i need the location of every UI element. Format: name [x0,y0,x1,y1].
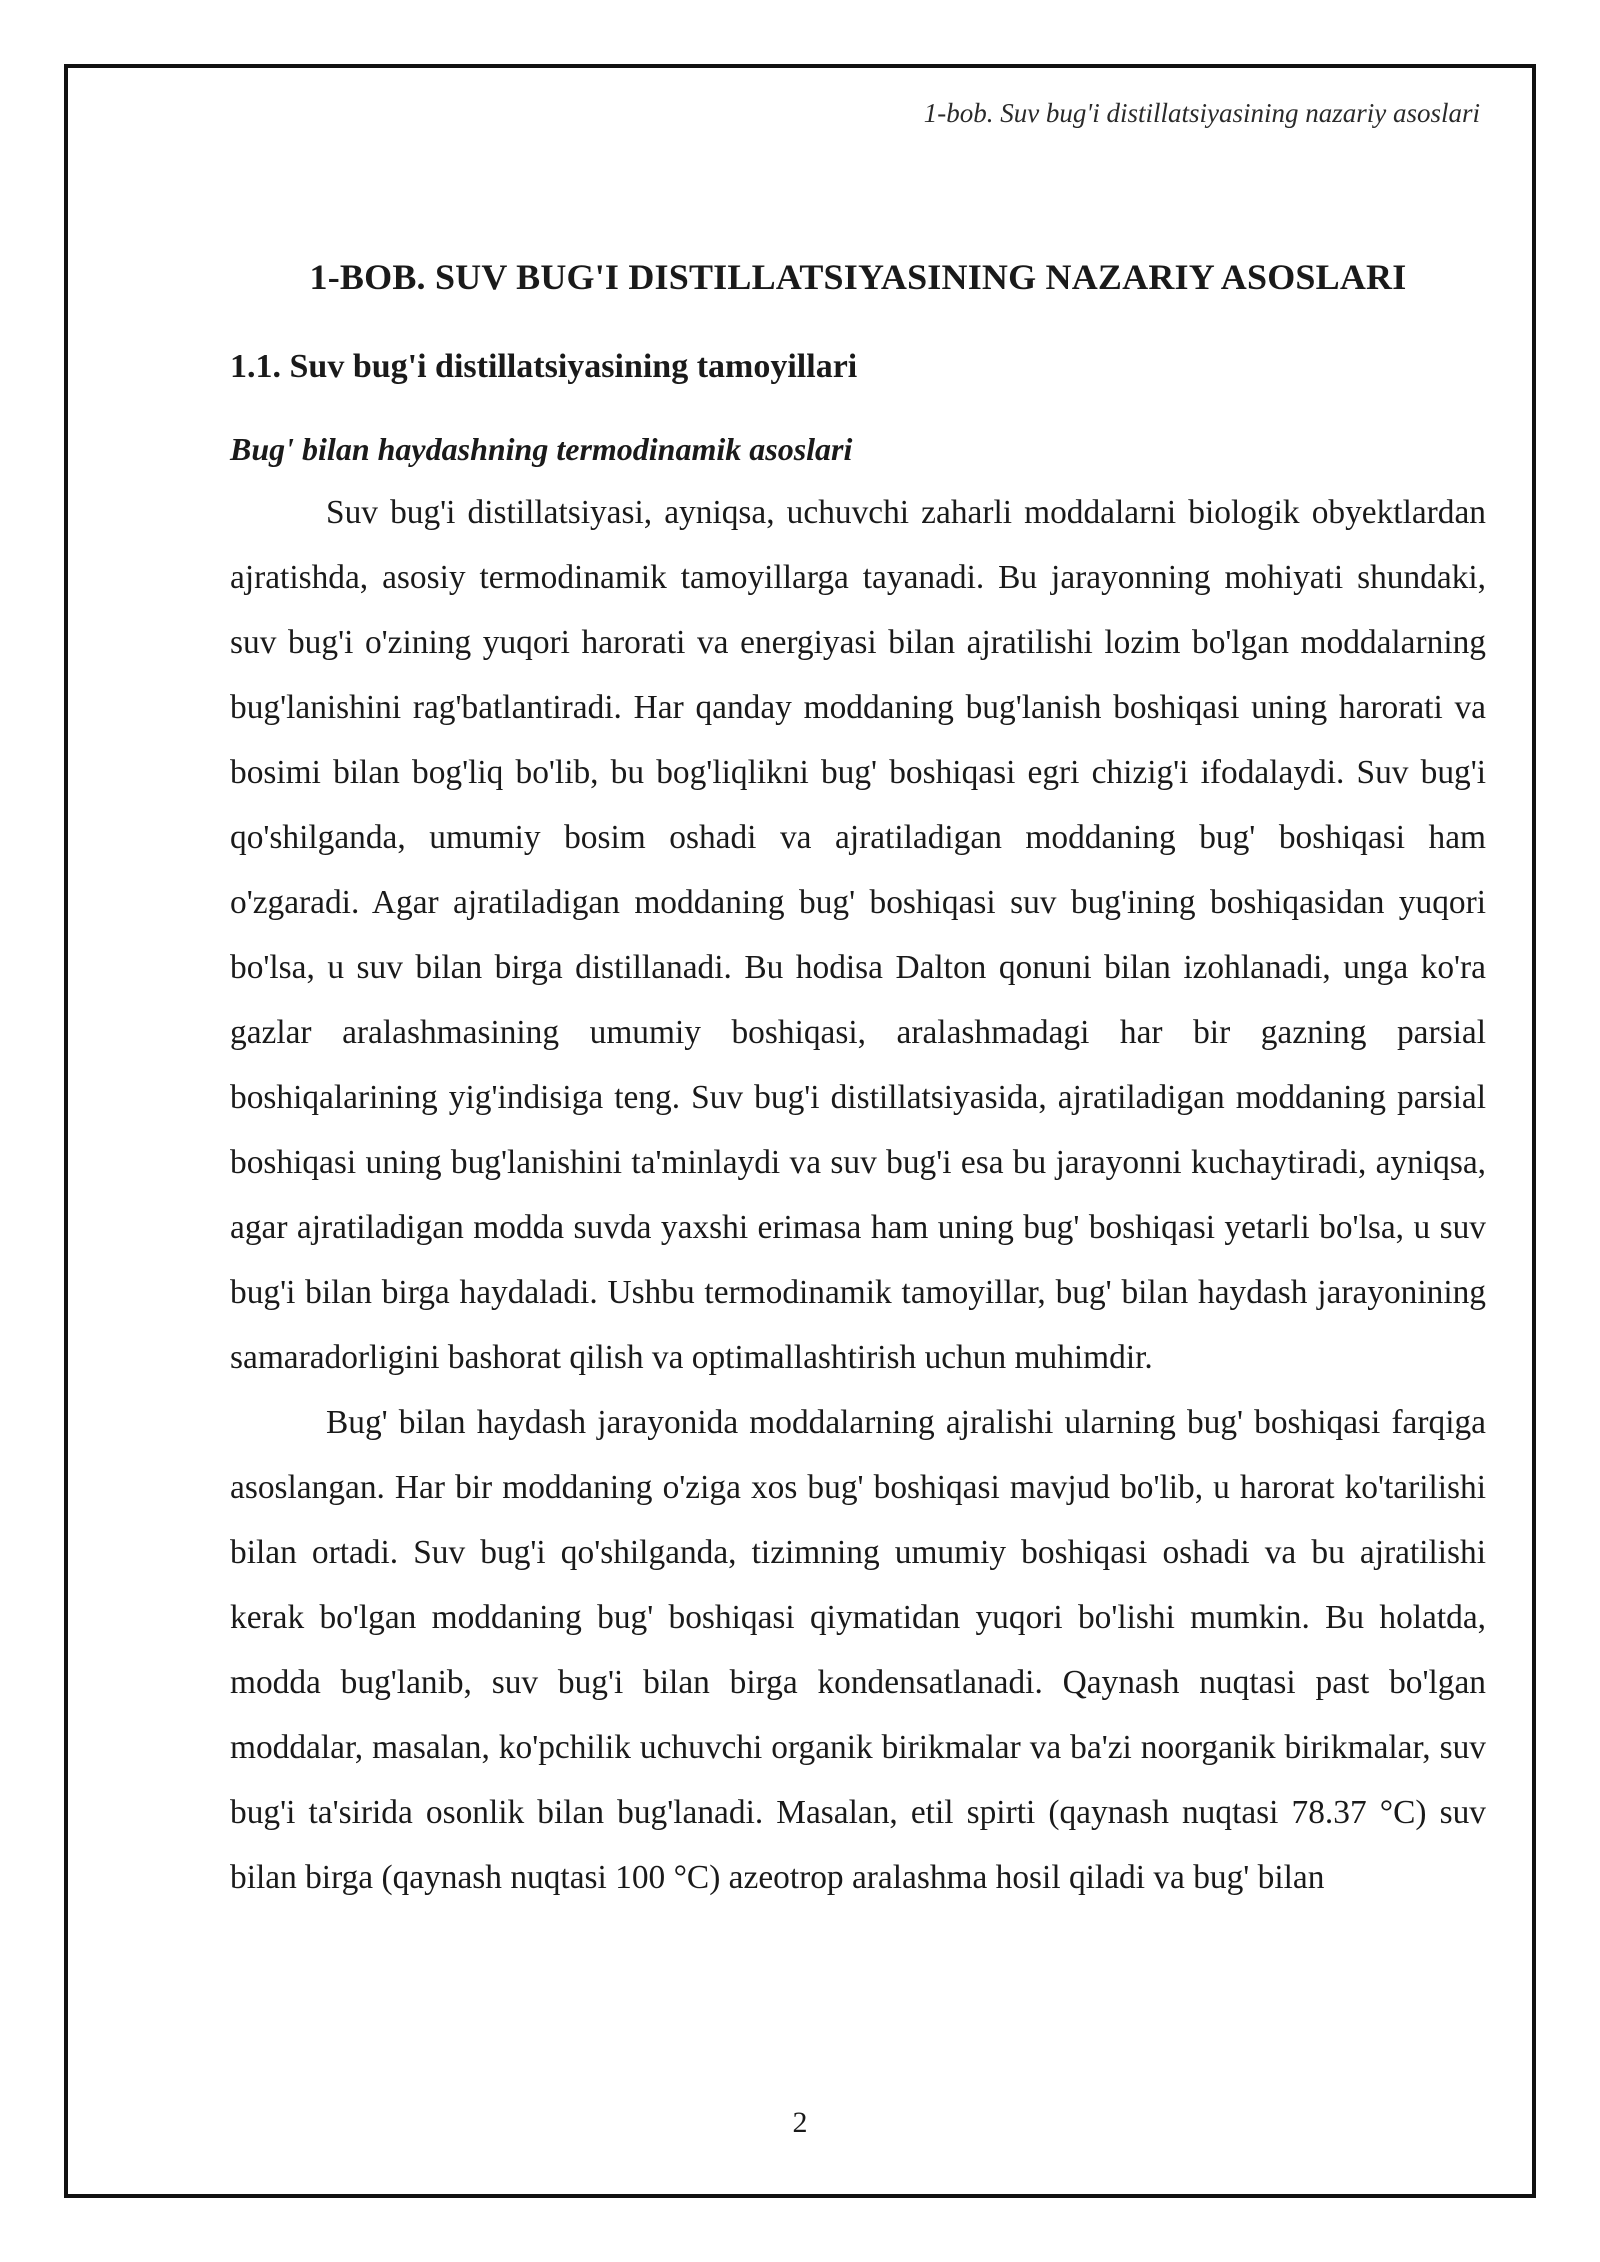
section-title: 1.1. Suv bug'i distillatsiyasining tamoyillari [230,348,858,386]
body-paragraph-2: Bug' bilan haydash jarayonida moddalarning ajralishi ularning bug' boshiqasi farqiga asoslangan. Har bir moddaning o'ziga xos bug' boshiqasi mavjud bo'lib, u harorat ko'tarilishi bilan ortadi. Suv bug'i qo'shilganda, tizimning umumiy boshiqasi oshadi va bu ajratilishi kerak bo'lgan moddaning bug' boshiqasi qiymatidan yuqori bo'lishi mumkin. Bu holatda, modda bug'lanib, suv bug'i bilan birga kondensatlanadi. Qaynash nuqtasi past bo'lgan moddalar, masalan, ko'pchilik uchuvchi organik birikmalar va ba'zi noorganik birikmalar, suv bug'i ta'sirida osonlik bilan bug'lanadi. Masalan, etil spirti (qaynash nuqtasi 78.37 °C) suv bilan birga (qaynash nuqtasi 100 °C) azeotrop aralashma hosil qiladi va bug' bilan [230,1404,1486,1897]
page-content [230,190,1486,1910]
chapter-title: 1-BOB. SUV BUG'I DISTILLATSIYASINING NAZARIY ASOSLARI [309,257,1407,297]
page-number: 2 [792,2106,808,2139]
subsection-title: Bug' bilan haydashning termodinamik asoslari [230,430,853,467]
body-paragraph-1: Suv bug'i distillatsiyasi, ayniqsa, uchuvchi zaharli moddalarni biologik obyektlardan ajratishda, asosiy termodinamik tamoyillarga tayanadi. Bu jarayonning mohiyati shundaki, suv bug'i o'zining yuqori harorati va energiyasi bilan ajratilishi lozim bo'lgan moddalarning bug'lanishini rag'batlantiradi. Har qanday moddaning bug'lanish boshiqasi uning harorati va bosimi bilan bog'liq bo'lib, bu bog'liqlikni bug' boshiqasi egri chizig'i ifodalaydi. Suv bug'i qo'shilganda, umumiy bosim oshadi va ajratiladigan moddaning bug' boshiqasi ham o'zgaradi. Agar ajratiladigan moddaning bug' boshiqasi suv bug'ining boshiqasidan yuqori bo'lsa, u suv bilan birga distillanadi. Bu hodisa Dalton qonuni bilan izohlanadi, unga ko'ra gazlar aralashmasining umumiy boshiqasi, aralashmadagi har bir gazning parsial boshiqalarining yig'indisiga teng. Suv bug'i distillatsiyasida, ajratiladigan moddaning parsial boshiqasi uning bug'lanishini ta'minlaydi va suv bug'i esa bu jarayonni kuchaytiradi, ayniqsa, agar ajratiladigan modda suvda yaxshi erimasa ham uning bug' boshiqasi yetarli bo'lsa, u suv bug'i bilan birga haydaladi. Ushbu termodinamik tamoyillar, bug' bilan haydash jarayonining samaradorligini bashorat qilish va optimallashtirish uchun muhimdir. [230,494,1486,1377]
running-header: 1-bob. Suv bug'i distillatsiyasining nazariy asoslari [923,98,1480,128]
page-frame [64,64,1536,2198]
